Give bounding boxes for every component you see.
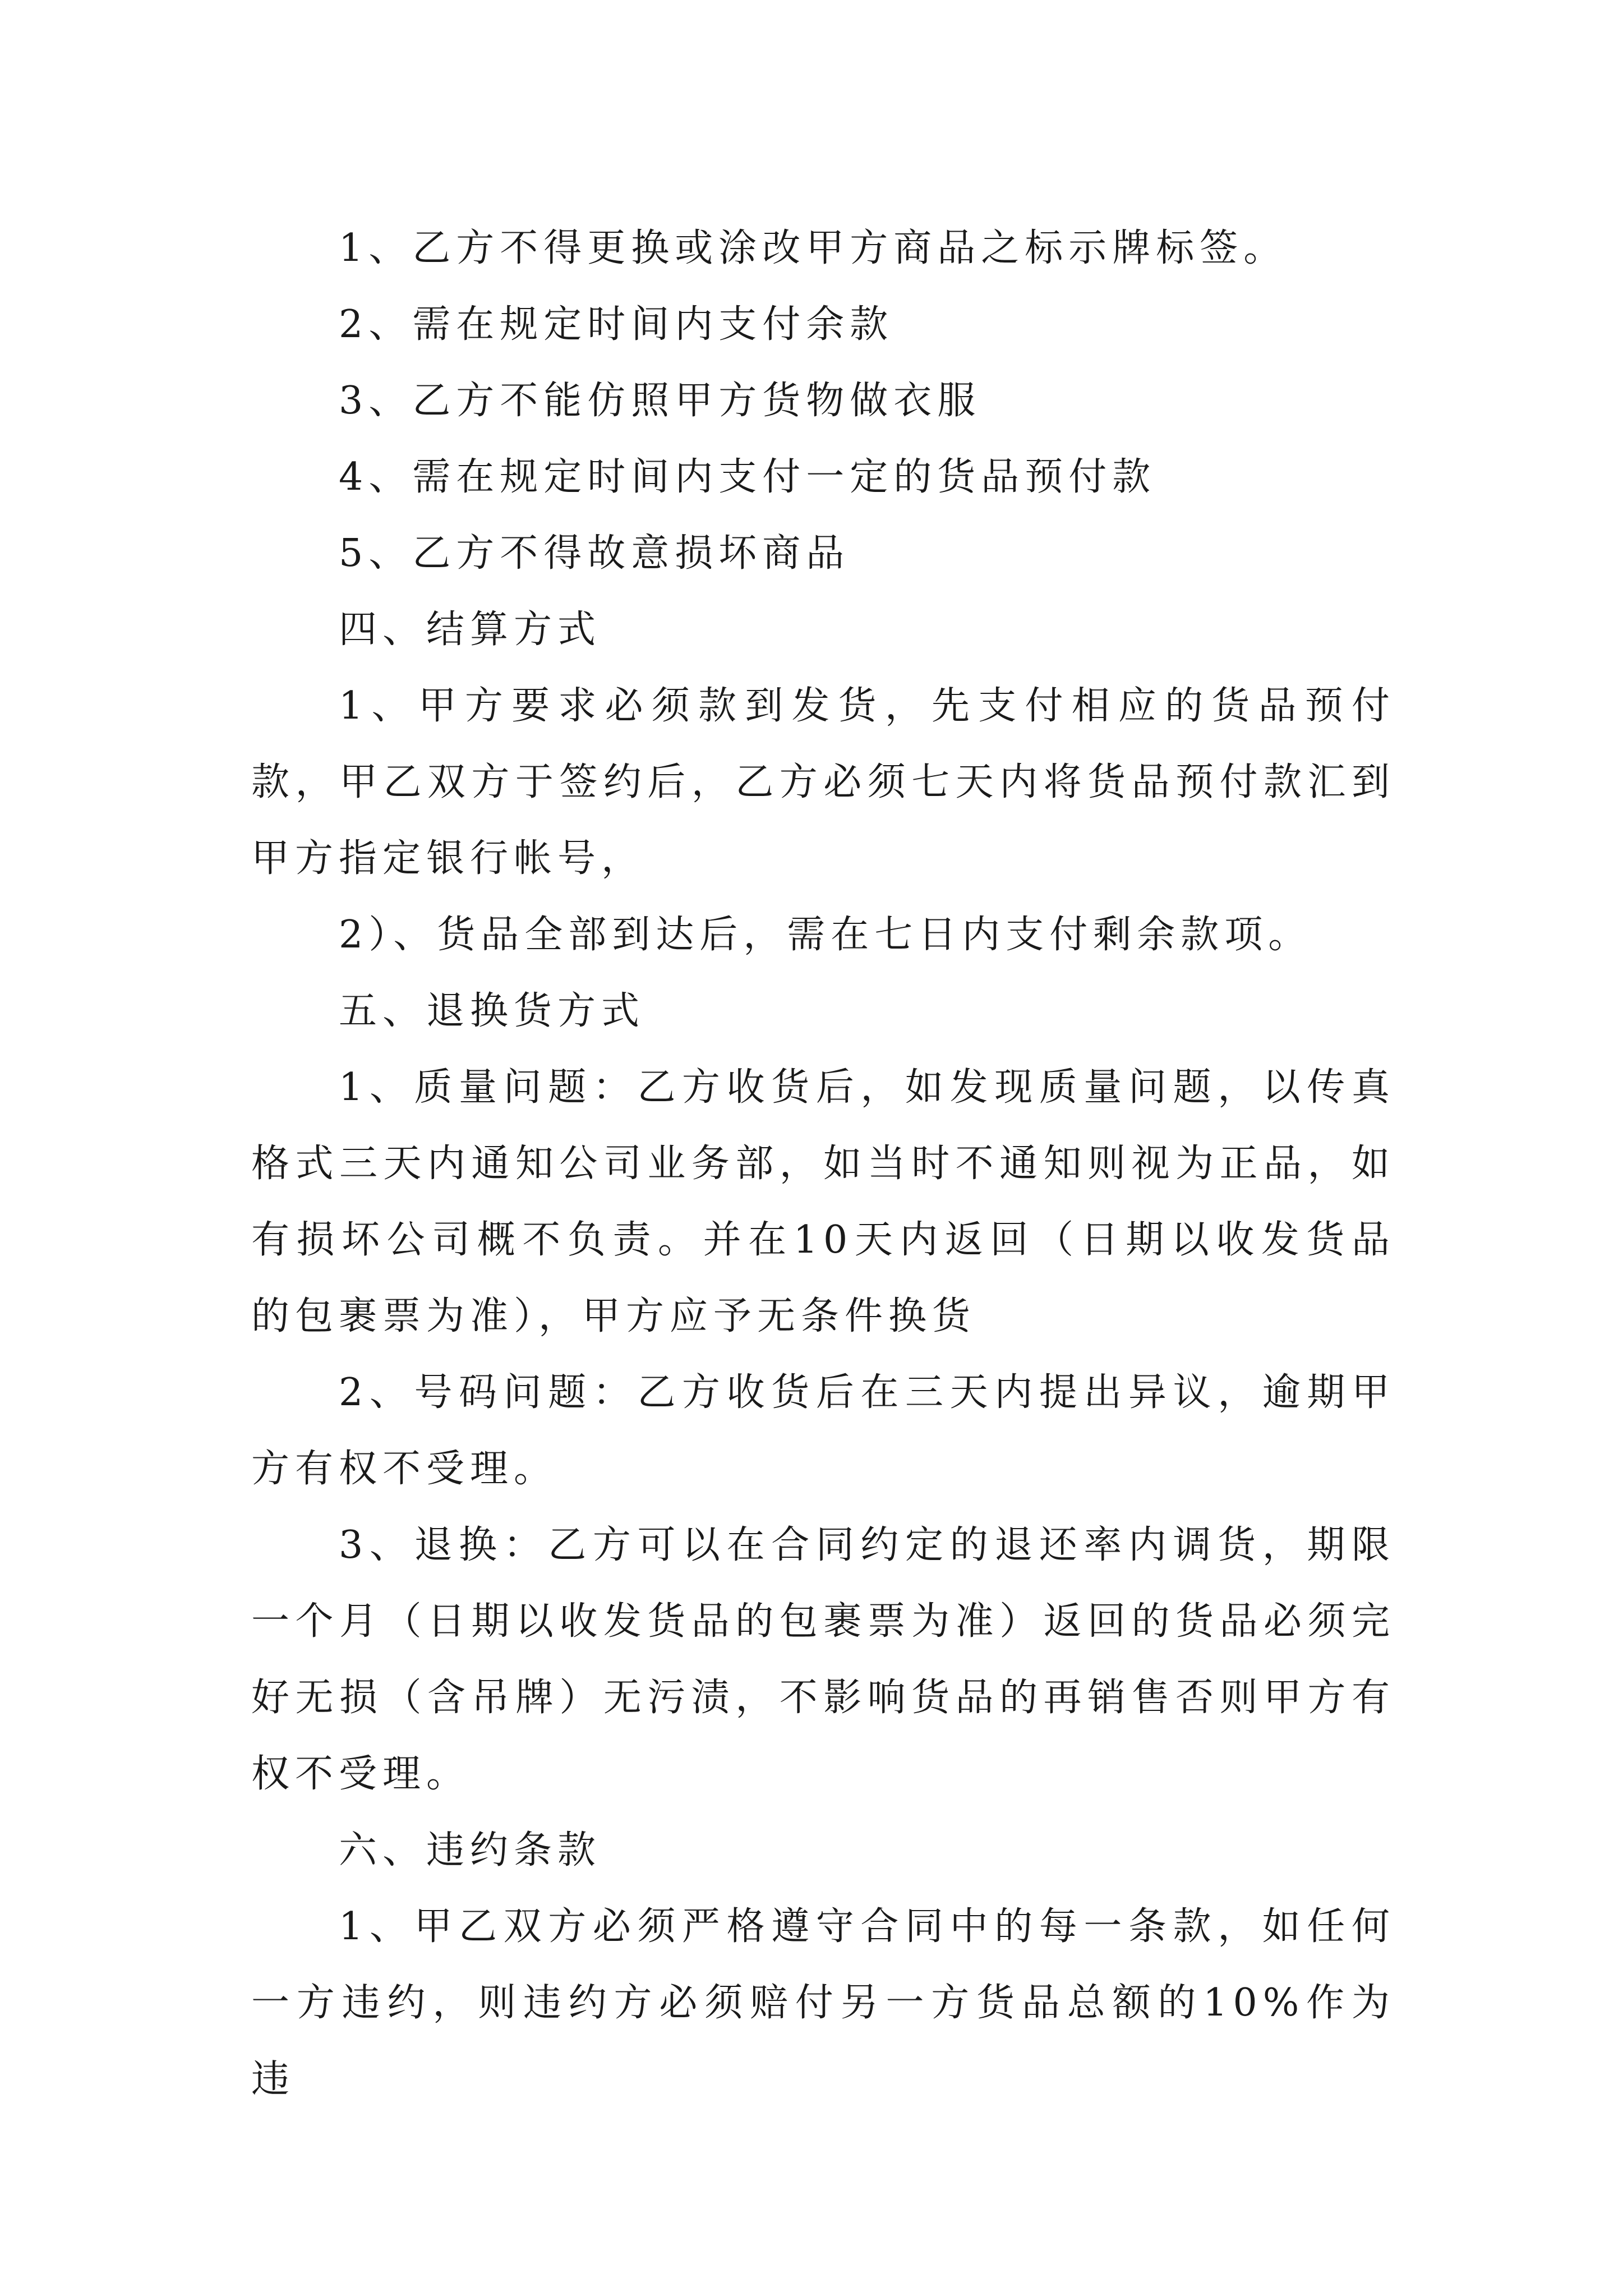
clause-paragraph: 1、甲乙双方必须严格遵守合同中的每一条款，如任何一方违约，则违约方必须赔付另一方货品总额的10%作为违: [251, 1904, 1395, 2101]
clause-paragraph: 2、号码问题：乙方收货后在三天内提出异议，逾期甲方有权不受理。: [251, 1370, 1395, 1491]
clause-paragraph: 2、需在规定时间内支付余款: [339, 302, 894, 347]
clause-paragraph: 1、甲方要求必须款到发货，先支付相应的货品预付款，甲乙双方于签约后，乙方必须七天内将货品预付款汇到甲方指定银行帐号，: [251, 684, 1395, 881]
section-heading: 四、结算方式: [339, 608, 602, 652]
section-heading: 五、退换货方式: [339, 989, 645, 1033]
clause-paragraph: 3、退换：乙方可以在合同约定的退还率内调货，期限一个月（日期以收发货品的包裹票为准）返回的货品必须完好无损（含吊牌）无污渍，不影响货品的再销售否则甲方有权不受理。: [251, 1523, 1395, 1796]
clause-paragraph: 4、需在规定时间内支付一定的货品预付款: [339, 455, 1156, 499]
clause-paragraph: 2）、货品全部到达后，需在七日内支付剩余款项。: [339, 913, 1312, 957]
section-heading: 六、违约条款: [339, 1828, 602, 1872]
clause-paragraph: 5、乙方不得故意损坏商品: [339, 531, 850, 576]
clause-paragraph: 1、质量问题：乙方收货后，如发现质量问题，以传真格式三天内通知公司业务部，如当时不通知则视为正品，如有损坏公司概不负责。并在10天内返回（日期以收发货品的包裹票为准），甲方应予无条件换货: [251, 1065, 1395, 1338]
clause-paragraph: 1、乙方不得更换或涂改甲方商品之标示牌标签。: [339, 226, 1288, 270]
clause-paragraph: 3、乙方不能仿照甲方货物做衣服: [339, 379, 981, 423]
document-body: [251, 210, 1395, 2118]
